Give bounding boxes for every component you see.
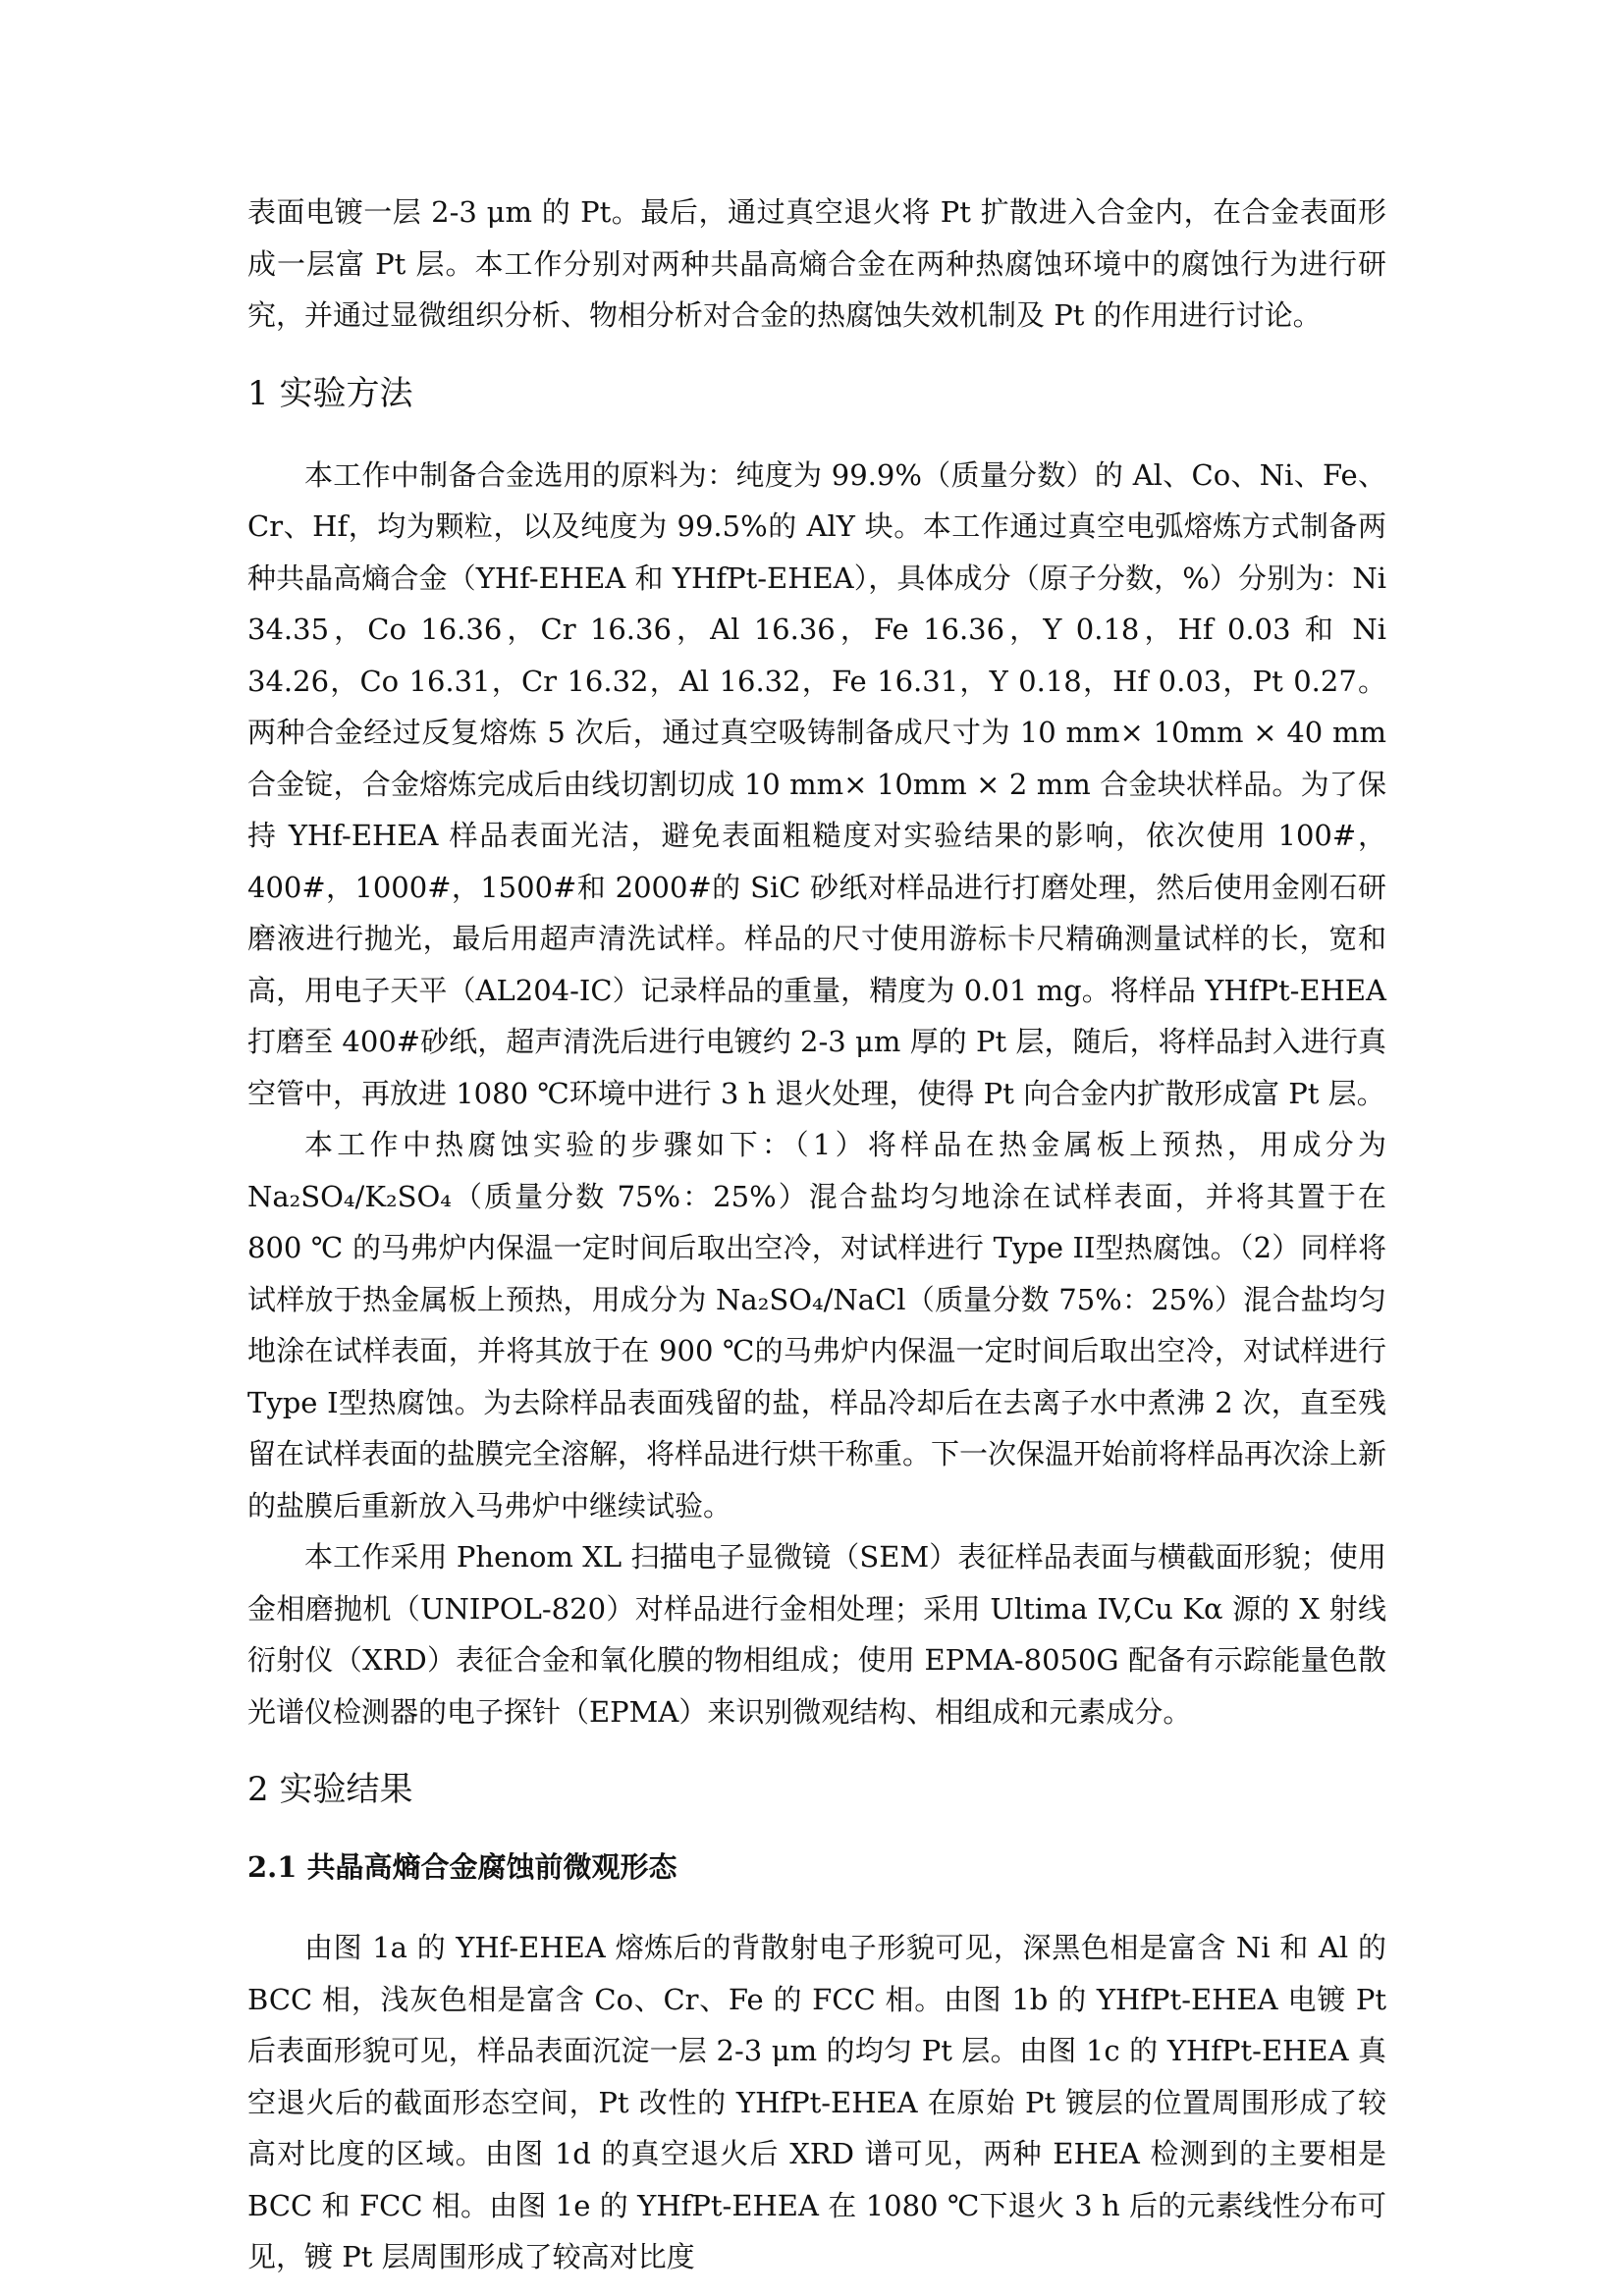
section-heading-methods: 1 实验方法: [247, 373, 413, 413]
results-paragraph-microstructure: 由图 1a 的 YHf-EHEA 熔炼后的背散射电子形貌可见，深黑色相是富含 Ni 和 Al 的 BCC 相，浅灰色相是富含 Co、Cr、Fe 的 FCC 相。由图 1b 的 YHfPt-EHEA 电镀 Pt 后表面形貌可见，样品表面沉淀一层 2-3 μm 的均匀 Pt 层。由图 1c 的 YHfPt-EHEA 真空退火后的截面形态空间，Pt 改性的 YHfPt-EHEA 在原始 Pt 镀层的位置周围形成了较高对比度的区域。由图 1d 的真空退火后 XRD 谱可见，两种 EHEA 检测到的主要相是 BCC 和 FCC 相。由图 1e 的 YHfPt-EHEA 在 1080 ℃下退火 3 h 后的元素线性分布可见，镀 Pt 层周围形成了较高对比度: [247, 1931, 1386, 2273]
methods-paragraph-materials: 本工作中制备合金选用的原料为：纯度为 99.9%（质量分数）的 Al、Co、Ni、Fe、Cr、Hf，均为颗粒，以及纯度为 99.5%的 AlY 块。本工作通过真空电弧熔炼方式制备两种共晶高熵合金（YHf-EHEA 和 YHfPt-EHEA），具体成分（原子分数，%）分别为：Ni 34.35，Co 16.36，Cr 16.36，Al 16.36，Fe 16.36，Y 0.18，Hf 0.03 和 Ni 34.26，Co 16.31，Cr 16.32，Al 16.32，Fe 16.31，Y 0.18，Hf 0.03，Pt 0.27。两种合金经过反复熔炼 5 次后，通过真空吸铸制备成尺寸为 10 mm× 10mm × 40 mm 合金锭，合金熔炼完成后由线切割切成 10 mm× 10mm × 2 mm 合金块状样品。为了保持 YHf-EHEA 样品表面光洁，避免表面粗糙度对实验结果的影响，依次使用 100#，400#，1000#，1500#和 2000#的 SiC 砂纸对样品进行打磨处理，然后使用金刚石研磨液进行抛光，最后用超声清洗试样。样品的尺寸使用游标卡尺精确测量试样的长，宽和高，用电子天平（AL204-IC）记录样品的重量，精度为 0.01 mg。将样品 YHfPt-EHEA 打磨至 400#砂纸，超声清洗后进行电镀约 2-3 μm 厚的 Pt 层，随后，将样品封入进行真空管中，再放进 1080 ℃环境中进行 3 h 退火处理，使得 Pt 向合金内扩散形成富 Pt 层。: [247, 457, 1386, 1110]
subsection-heading-microstructure: 2.1 共晶高熵合金腐蚀前微观形态: [247, 1850, 677, 1884]
methods-paragraph-characterization: 本工作采用 Phenom XL 扫描电子显微镜（SEM）表征样品表面与横截面形貌；使用金相磨抛机（UNIPOL-820）对样品进行金相处理；采用 Ultima IV,Cu Kα 源的 X 射线衍射仪（XRD）表征合金和氧化膜的物相组成；使用 EPMA-8050G 配备有示踪能量色散光谱仪检测器的电子探针（EPMA）来识别微观结构、相组成和元素成分。: [247, 1540, 1386, 1729]
page-content: [247, 187, 1386, 2283]
methods-paragraph-hot-corrosion: 本工作中热腐蚀实验的步骤如下：（1）将样品在热金属板上预热，用成分为 Na₂SO₄/K₂SO₄（质量分数 75%：25%）混合盐均匀地涂在试样表面，并将其置于在 800 ℃ 的马弗炉内保温一定时间后取出空冷，对试样进行 Type II型热腐蚀。（2）同样将试样放于热金属板上预热，用成分为 Na₂SO₄/NaCl（质量分数 75%：25%）混合盐均匀地涂在试样表面，并将其放于在 900 ℃的马弗炉内保温一定时间后取出空冷，对试样进行 Type I型热腐蚀。为去除样品表面残留的盐，样品冷却后在去离子水中煮沸 2 次，直至残留在试样表面的盐膜完全溶解，将样品进行烘干称重。下一次保温开始前将样品再次涂上新的盐膜后重新放入马弗炉中继续试验。: [247, 1128, 1387, 1522]
intro-paragraph: 表面电镀一层 2-3 μm 的 Pt。最后，通过真空退火将 Pt 扩散进入合金内，在合金表面形成一层富 Pt 层。本工作分别对两种共晶高熵合金在两种热腐蚀环境中的腐蚀行为进行研究，并通过显微组织分析、物相分析对合金的热腐蚀失效机制及 Pt 的作用进行讨论。: [247, 195, 1386, 332]
section-heading-results: 2 实验结果: [247, 1770, 413, 1809]
